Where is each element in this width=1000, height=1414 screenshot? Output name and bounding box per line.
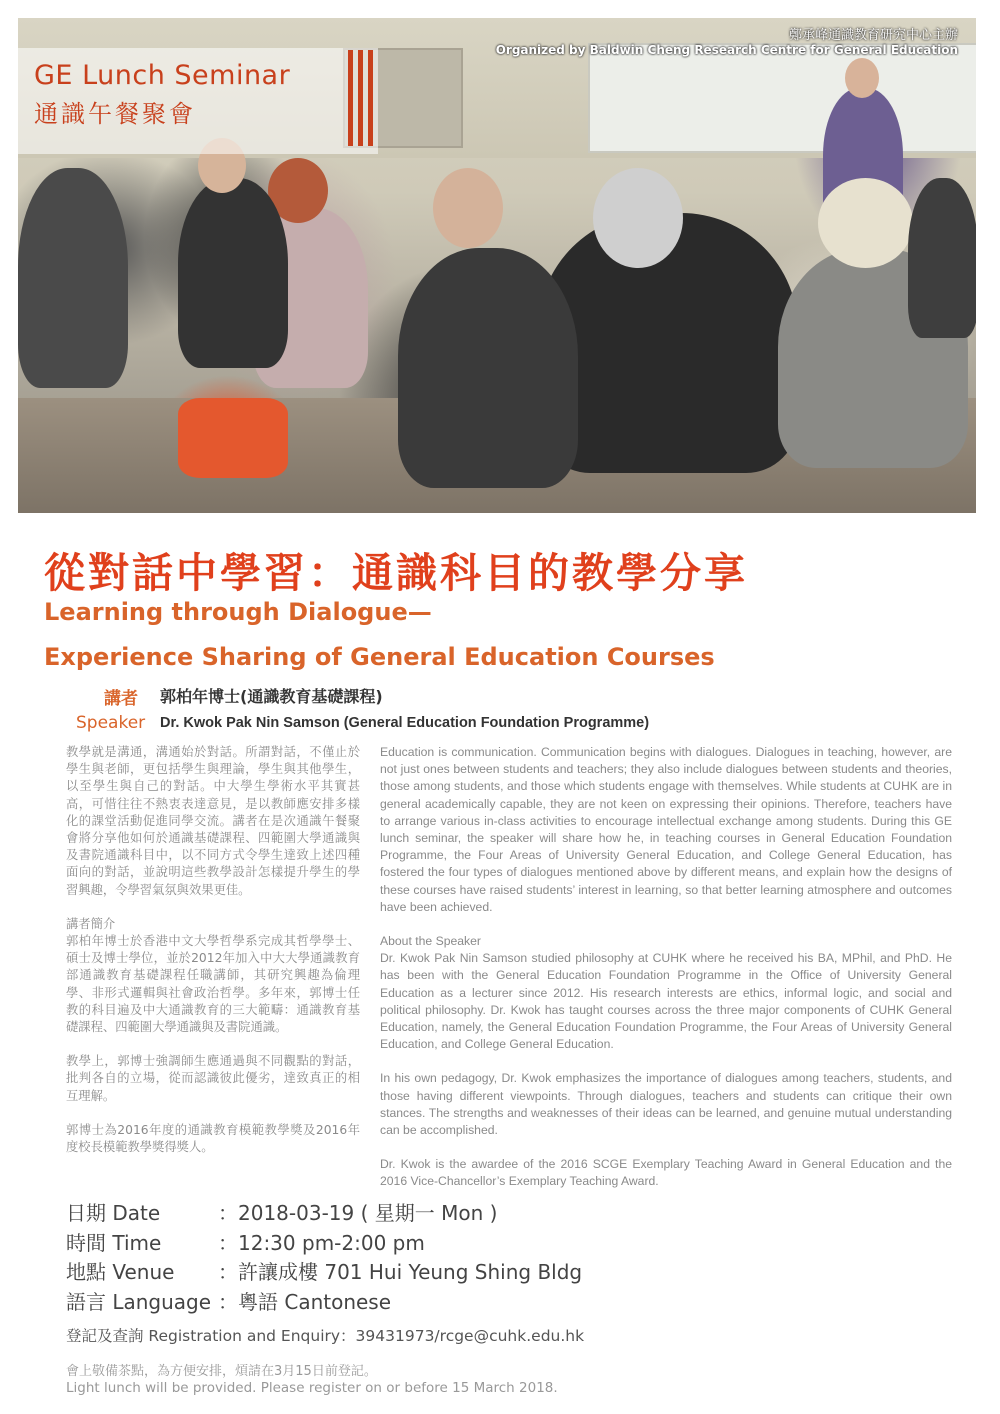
photo-person-head — [593, 168, 683, 268]
bio-heading-en: About the Speaker — [380, 934, 481, 949]
organizer-zh: 鄭承峰通識教育研究中心主辦 — [788, 28, 958, 43]
abstract-zh: 教學就是溝通，溝通始於對話。所謂對話，不僅止於學生與老師，更包括學生與理論，學生與其他學生，以至學生與自己的對話。中大學生學術水平其實甚高，可惜往往不熱衷表達意見，是以教師應安排多樣化的課堂活動促進同學交流。講者在是次通識午餐聚會將分享他如何於通識基礎課程、四範圍大學通識與及書院通識科目中，以不同方式令學生達致上述四種面向的對話，並說明這些教學設計怎樣提升學生的學習興趣，令學習氣氛與效果更佳。 — [66, 745, 360, 897]
language-value: ：粵語 Cantonese — [218, 1289, 392, 1314]
lunch-note-zh: 會上敬備茶點，為方便安排，煩請在3月15日前登記。 — [66, 1364, 377, 1379]
registration-enquiry: 登記及查詢 Registration and Enquiry：39431973/rcge@cuhk.edu.hk — [66, 1327, 585, 1345]
photo-person-head — [433, 168, 503, 248]
organizer-credit — [496, 24, 958, 57]
bio-zh-paragraph-2: 教學上，郭博士強調師生應通過與不同觀點的對話，批判各自的立場，從而認識彼此優劣，達致真正的相互理解。 — [66, 1054, 360, 1103]
venue-value: ：許讓成樓 701 Hui Yeung Shing Bldg — [218, 1260, 583, 1284]
photo-person-head — [818, 178, 913, 268]
bio-en-paragraph-3: Dr. Kwok is the awardee of the 2016 SCGE Exemplary Teaching Award in General Education and the 2016 Vice-Chancellor’s Exemplary Teaching Award. — [380, 1157, 952, 1189]
photo-whiteboard — [588, 43, 976, 153]
speaker-label-zh: 講者 — [104, 689, 138, 709]
decorative-stripes — [348, 50, 378, 146]
photo-person — [908, 178, 976, 338]
photo-person-head — [845, 58, 879, 98]
photo-person — [178, 178, 288, 368]
venue-label: 地點 Venue — [66, 1260, 175, 1284]
seminar-title-en-line2: Experience Sharing of General Education Courses — [44, 643, 715, 671]
language-label: 語言 Language — [66, 1289, 212, 1314]
chinese-text-column — [66, 744, 360, 1173]
seminar-series-title-en: GE Lunch Seminar — [34, 60, 291, 91]
lunch-note-en: Light lunch will be provided. Please register on or before 15 March 2018. — [66, 1380, 558, 1396]
bio-heading-zh: 講者簡介 — [66, 916, 116, 931]
seminar-title-zh: 從對話中學習：通識科目的教學分享 — [44, 549, 748, 597]
seminar-photo-banner — [18, 18, 976, 513]
photo-person — [18, 168, 128, 388]
abstract-en: Education is communication. Communication begins with dialogues. Dialogues in teaching, however, are not just ones between students and teachers; they also include dialogues between students and theories, those among students, and those which students engage with themselves. While students at CUHK are in general academically capable, they are not keen on expressing their opinions. Therefore, teachers have to arrange various in-class activities to encourage intellectual exchange among students. During this GE lunch seminar, the speaker will share how he, in teaching courses in General Education Foundation Programme, the Four Areas of University General Education, and College General Education, has fostered the four types of dialogues mentioned above by different means, and explain how the designs of these courses have raised students’ interest in learning, so that better learning atmosphere and outcomes have been achieved. — [380, 745, 952, 914]
photo-red-bag — [178, 398, 288, 478]
speaker-name-zh: 郭柏年博士(通識教育基礎課程) — [160, 687, 383, 706]
date-label: 日期 Date — [66, 1201, 161, 1225]
photo-person — [398, 248, 578, 488]
speaker-name-en: Dr. Kwok Pak Nin Samson (General Education Foundation Programme) — [160, 715, 650, 731]
date-value: ：2018-03-19 ( 星期一 Mon ) — [218, 1201, 498, 1225]
bio-zh-paragraph-1: 郭柏年博士於香港中文大學哲學系完成其哲學學士、碩士及博士學位，並於2012年加入中大大學通識教育部通識教育基礎課程任職講師，其研究興趣為倫理學、非形式邏輯與社會政治哲學。多年來，郭博士任教的科目遍及中大通識教育的三大範疇：通識教育基礎課程、四範圍大學通識與及書院通識。 — [66, 934, 360, 1035]
bio-en-paragraph-2: In his own pedagogy, Dr. Kwok emphasizes the importance of dialogues among teachers, students, and those having different viewpoints. Through dialogues, teachers and students can critique their own stances. The strengths and weaknesses of their ideas can be learned, and genuine mutual understanding can be accomplished. — [380, 1071, 952, 1138]
bio-en-paragraph-1: Dr. Kwok Pak Nin Samson studied philosophy at CUHK where he received his BA, MPhil, and PhD. He has been with the General Education Foundation Programme in the Office of University General Education as a lecturer since 2012. His research interests are ethics, informal logic, and social and political philosophy. Dr. Kwok has taught courses across the three major components of CUHK General Education, namely, the General Education Foundation Programme, the Four Areas of University General Education, and College General Education. — [380, 951, 952, 1052]
seminar-title-en-line1: Learning through Dialogue— — [44, 598, 432, 626]
seminar-series-title-zh: 通識午餐聚會 — [34, 100, 196, 128]
time-value: ：12:30 pm-2:00 pm — [218, 1230, 425, 1255]
time-label: 時間 Time — [66, 1230, 162, 1255]
bio-zh-paragraph-3: 郭博士為2016年度的通識教育模範教學獎及2016年度校長模範教學獎得獎人。 — [66, 1122, 360, 1155]
english-text-column — [380, 744, 952, 1208]
organizer-en: Organized by Baldwin Cheng Research Centre for General Education — [495, 43, 958, 57]
speaker-label-en: Speaker — [76, 713, 146, 733]
